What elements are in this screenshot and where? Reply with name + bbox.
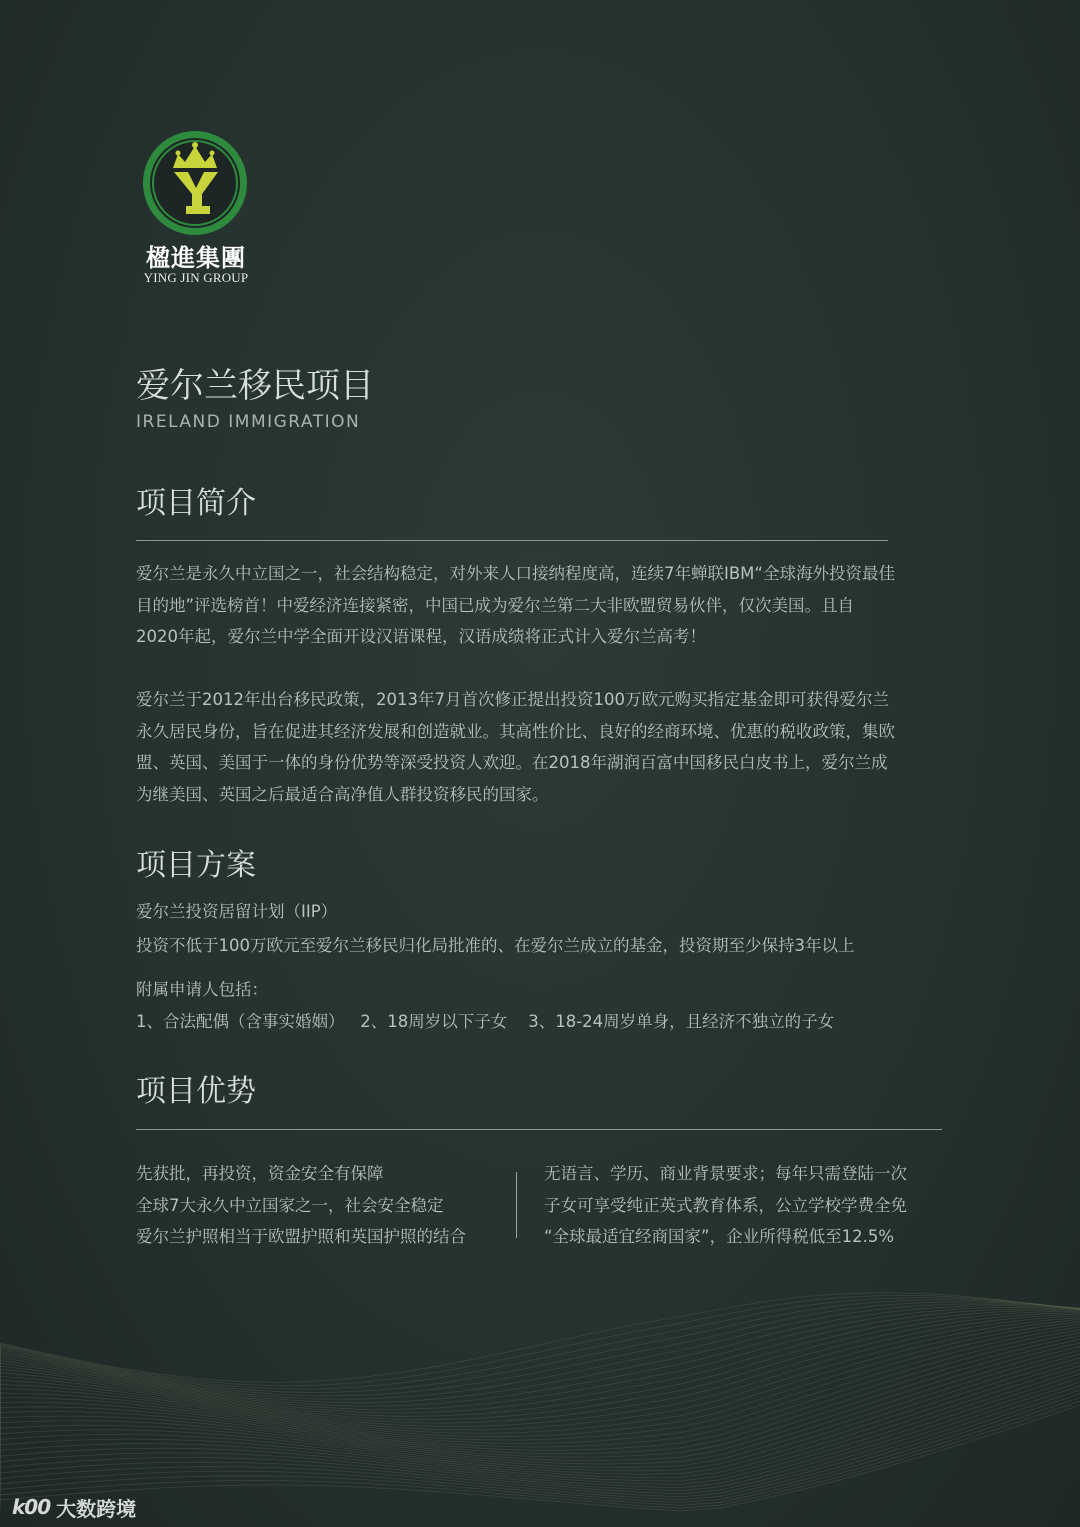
plan-heading: 项目方案 [136, 848, 256, 883]
plan-requirement: 投资不低于100万欧元至爱尔兰移民归化局批准的、在爱尔兰成立的基金，投资期至少保持3年以上 [136, 936, 855, 955]
intro-paragraph-2: 爱尔兰于2012年出台移民政策，2013年7月首次修正提出投资100万欧元购买指定基金即可获得爱尔兰永久居民身份，旨在促进其经济发展和创造就业。其高性价比、良好的经商环境、优惠的税收政策，集欧盟、英国、美国于一体的身份优势等深受投资人欢迎。在2018年湖润百富中国移民白皮书上，爱尔兰成为继美国、英国之后最适合高净值人群投资移民的国家。 [136, 690, 895, 804]
wave-line [0, 1350, 1080, 1467]
wave-line [0, 1333, 1080, 1451]
advantage-item: 子女可享受纯正英式教育体系，公立学校学费全免 [544, 1195, 907, 1215]
wave-line [0, 1311, 1080, 1416]
logo-name-en: YING JIN GROUP [143, 270, 249, 285]
k100-logo-icon: k00 [12, 1495, 51, 1519]
watermark [12, 1492, 136, 1522]
advantage-item: “全球最适宜经商国家”，企业所得税低至12.5% [544, 1227, 895, 1246]
advantage-item: 无语言、学历、商业背景要求；每年只需登陆一次 [544, 1164, 907, 1183]
advantages-divider [136, 1129, 942, 1130]
wave-line [0, 1314, 1080, 1423]
wave-line [0, 1315, 1080, 1426]
wave-line [0, 1390, 1080, 1500]
wave-line [0, 1378, 1080, 1491]
watermark-text: 大数跨境 [56, 1496, 137, 1521]
logo-name-cn: 楹進集團 [146, 243, 246, 272]
crown-y-emblem-icon [140, 128, 250, 238]
company-logo [136, 128, 256, 288]
plan-dependents-label: 附属申请人包括： [136, 980, 268, 999]
wave-line [0, 1298, 1080, 1389]
plan-dependents-list: 1、合法配偶（含事实婚姻） 2、18周岁以下子女 3、18-24周岁单身，且经济不独立的子女 [136, 1012, 835, 1031]
advantages-heading: 项目优势 [136, 1074, 256, 1109]
advantages-column-separator [516, 1172, 517, 1238]
advantages-right-column [544, 1158, 907, 1253]
background-waves [0, 1240, 1080, 1527]
page-title: 爱尔兰移民项目 [136, 366, 374, 406]
page-subtitle: IRELAND IMMIGRATION [136, 412, 361, 432]
advantage-item: 爱尔兰护照相当于欧盟护照和英国护照的结合 [136, 1227, 466, 1246]
plan-program-name: 爱尔兰投资居留计划（IIP） [136, 902, 338, 921]
advantage-item: 全球7大永久中立国家之一，社会安全稳定 [136, 1195, 444, 1215]
advantages-left-column [136, 1158, 466, 1253]
intro-heading: 项目简介 [136, 486, 256, 521]
wave-line [0, 1312, 1080, 1419]
wave-line [0, 1336, 1080, 1454]
advantage-item: 先获批，再投资，资金安全有保障 [136, 1164, 384, 1183]
wave-line [0, 1346, 1080, 1464]
intro-divider [136, 540, 888, 541]
intro-paragraph-1: 爱尔兰是永久中立国之一，社会结构稳定，对外来人口接纳程度高，连续7年蝉联IBM“全球海外投资最佳目的地”评选榜首！中爱经济连接紧密，中国已成为爱尔兰第二大非欧盟贸易伙伴，仅次美国。且自2020年起，爱尔兰中学全面开设汉语课程，汉语成绩将正式计入爱尔兰高考！ [136, 564, 895, 646]
